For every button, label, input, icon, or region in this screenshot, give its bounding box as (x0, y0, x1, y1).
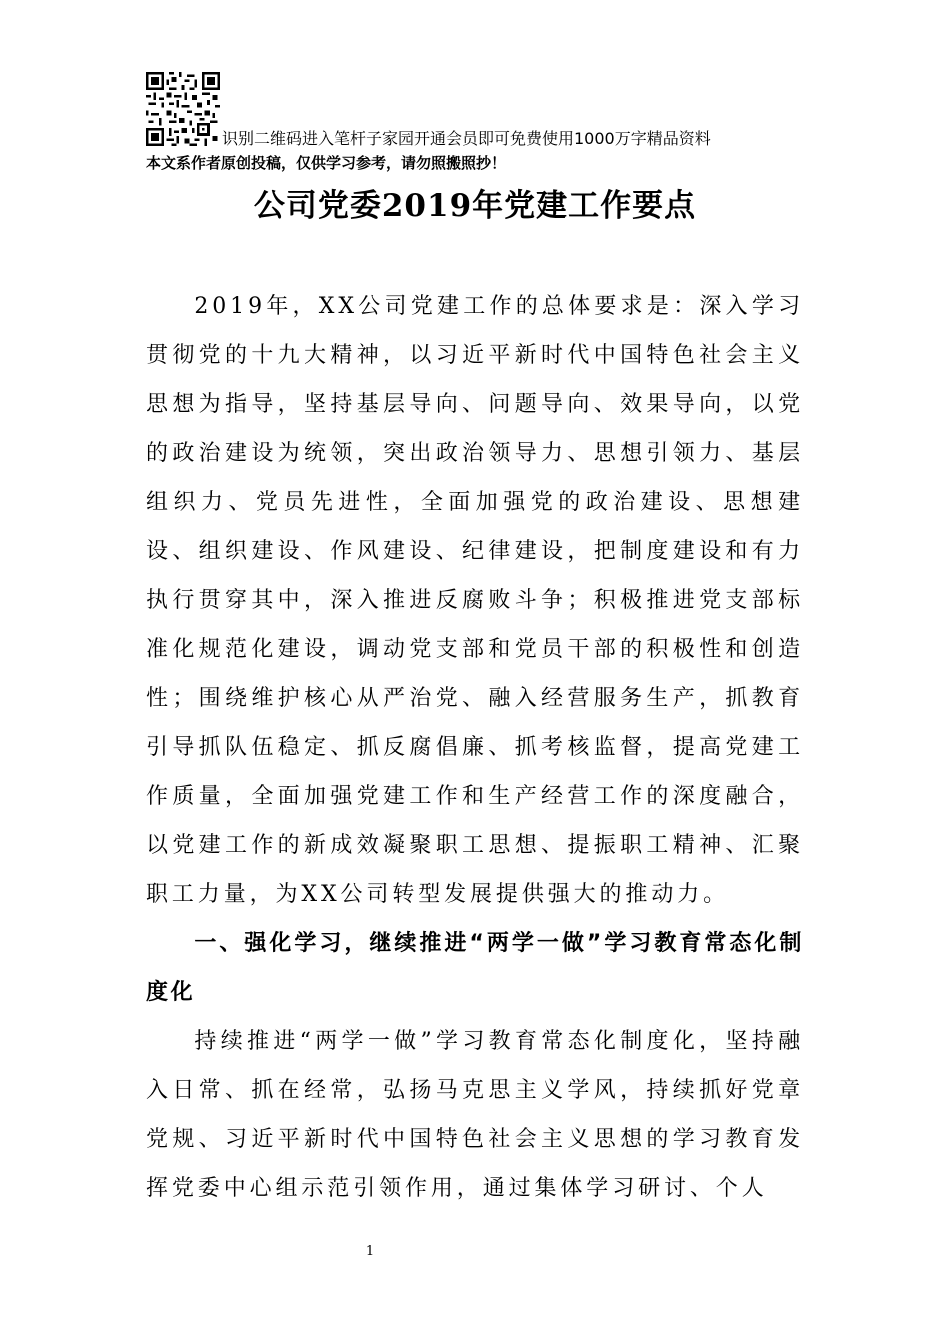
section-heading: 一、强化学习，继续推进“两学一做”学习教育常态化制度化 (146, 931, 804, 1005)
qr-code-icon[interactable] (146, 72, 220, 146)
section-paragraph: 持续推进“两学一做”学习教育常态化制度化，坚持融入日常、抓在经常，弘扬马克思主义学风，持续抓好党章党规、习近平新时代中国特色社会主义思想的学习教育发挥党委中心组示范引领作用，通过集体学习研讨、个人 (146, 1029, 804, 1201)
document-body (146, 282, 804, 1213)
copyright-notice: 本文系作者原创投稿，仅供学习参考，请勿照搬照抄！ (146, 154, 507, 172)
page-number: 1 (365, 1244, 375, 1259)
document-title: 公司党委2019年党建工作要点 (253, 188, 697, 224)
intro-paragraph: 2019年，XX公司党建工作的总体要求是：深入学习贯彻党的十九大精神，以习近平新时代中国特色社会主义思想为指导，坚持基层导向、问题导向、效果导向，以党的政治建设为统领，突出政治领导力、思想引领力、基层组织力、党员先进性，全面加强党的政治建设、思想建设、组织建设、作风建设、纪律建设，把制度建设和有力执行贯穿其中，深入推进反腐败斗争；积极推进党支部标准化规范化建设，调动党支部和党员干部的积极性和创造性；围绕维护核心从严治党、融入经营服务生产，抓教育引导抓队伍稳定、抓反腐倡廉、抓考核监督，提高党建工作质量，全面加强党建工作和生产经营工作的深度融合，以党建工作的新成效凝聚职工思想、提振职工精神、汇聚职工力量，为XX公司转型发展提供强大的推动力。 (146, 294, 804, 907)
promo-banner-text: 识别二维码进入笔杆子家园开通会员即可免费使用1000万字精品资料 (222, 129, 711, 148)
